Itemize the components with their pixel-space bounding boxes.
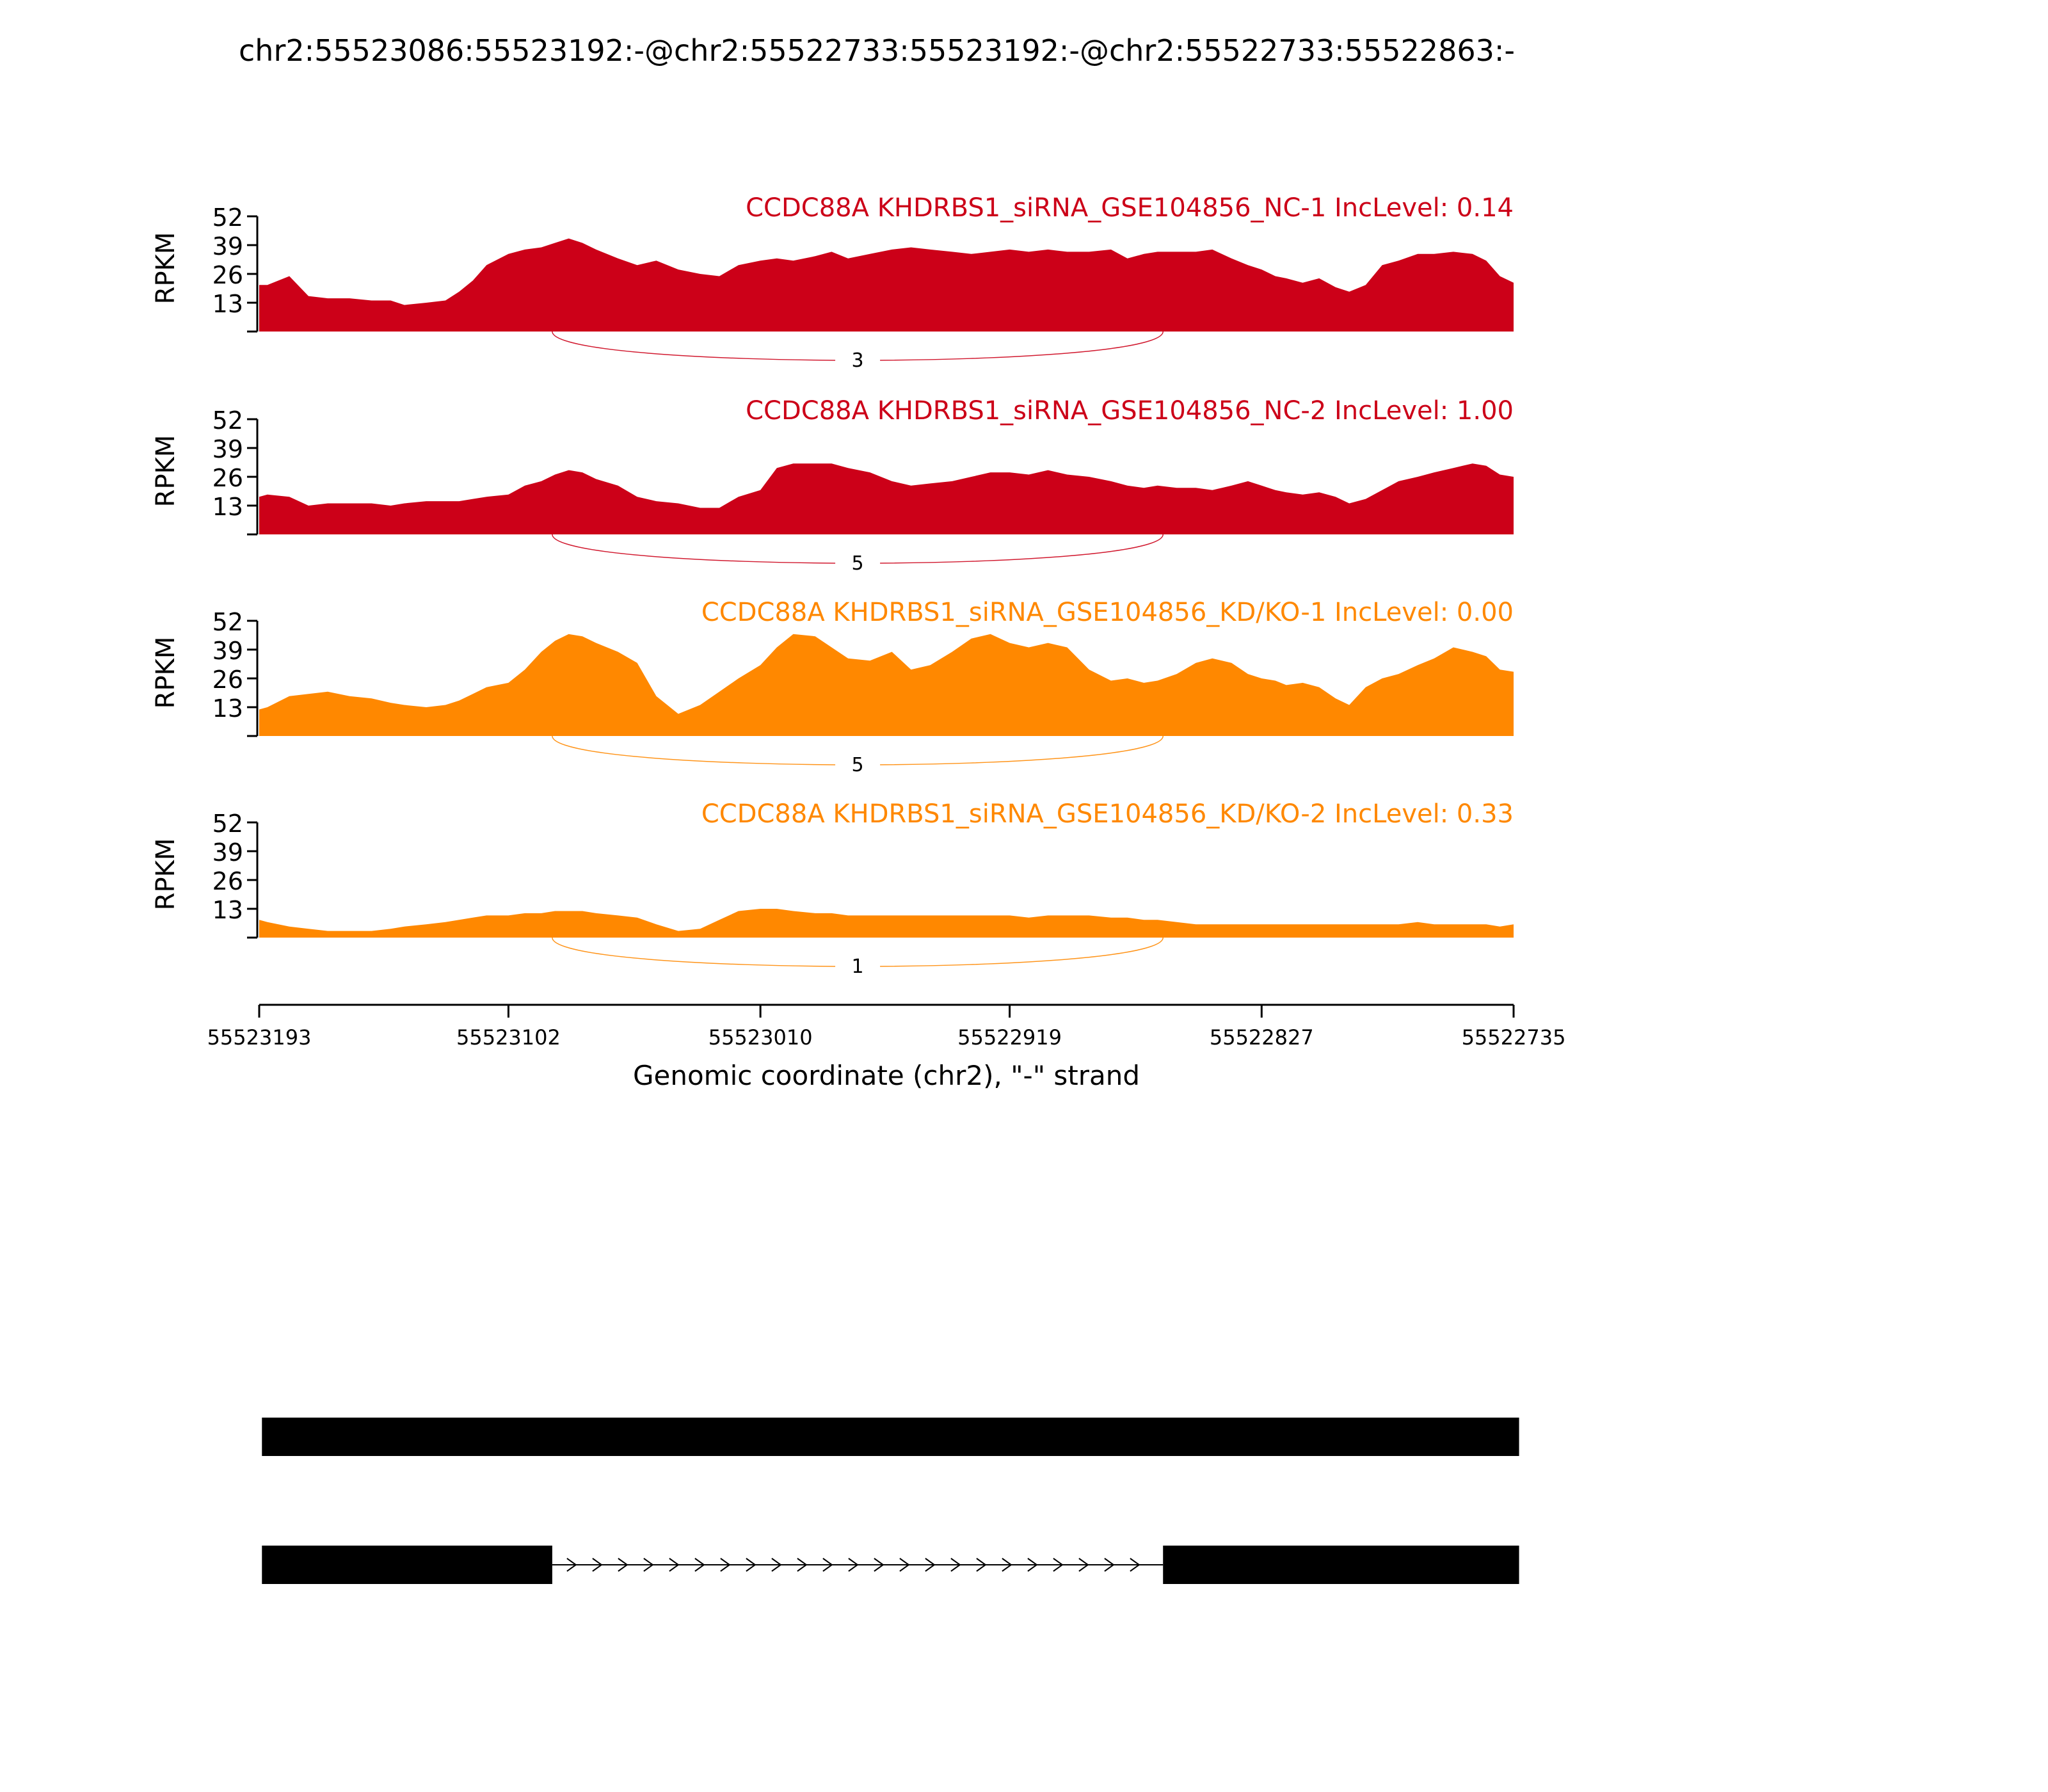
y-tick-label: 26 — [212, 666, 243, 694]
transcript — [262, 1546, 1519, 1584]
y-tick-label: 39 — [212, 435, 243, 463]
x-axis-label: Genomic coordinate (chr2), "-" strand — [632, 1060, 1140, 1091]
series-label: CCDC88A KHDRBS1_siRNA_GSE104856_NC-2 IncLevel: 1.00 — [746, 396, 1514, 426]
coverage-panel — [151, 396, 1514, 577]
y-tick-label: 13 — [212, 694, 243, 723]
gene-model — [262, 1418, 1519, 1584]
y-tick-label: 13 — [212, 290, 243, 318]
junction-count-label: 1 — [851, 956, 864, 978]
coverage-area — [259, 634, 1514, 736]
x-axis — [207, 1005, 1566, 1091]
junction-count-label: 3 — [851, 349, 864, 372]
y-axis-label: RPKM — [151, 435, 180, 508]
exon-block — [262, 1418, 1519, 1456]
y-axis-label: RPKM — [151, 636, 180, 709]
y-tick-label: 52 — [212, 406, 243, 435]
coverage-panel — [151, 799, 1514, 980]
coverage-panels — [151, 193, 1514, 980]
y-tick-label: 13 — [212, 896, 243, 924]
series-label: CCDC88A KHDRBS1_siRNA_GSE104856_KD/KO-1 IncLevel: 0.00 — [701, 598, 1514, 627]
y-tick-label: 52 — [212, 810, 243, 838]
x-tick-label: 55522735 — [1461, 1025, 1566, 1050]
exon-block — [1163, 1546, 1519, 1584]
transcript — [262, 1418, 1519, 1456]
series-label: CCDC88A KHDRBS1_siRNA_GSE104856_NC-1 IncLevel: 0.14 — [746, 193, 1514, 223]
series-label: CCDC88A KHDRBS1_siRNA_GSE104856_KD/KO-2 IncLevel: 0.33 — [701, 799, 1514, 829]
y-tick-label: 39 — [212, 637, 243, 665]
coverage-panel — [151, 193, 1514, 374]
figure-title: chr2:55523086:55523192:-@chr2:55522733:55523192:-@chr2:55522733:55522863:- — [239, 33, 1515, 68]
coverage-panel — [151, 598, 1514, 778]
coverage-area — [259, 463, 1514, 534]
y-tick-label: 13 — [212, 493, 243, 521]
y-axis-label: RPKM — [151, 838, 180, 911]
y-tick-label: 52 — [212, 608, 243, 636]
x-tick-label: 55523193 — [207, 1025, 312, 1050]
x-tick-label: 55523102 — [456, 1025, 561, 1050]
y-tick-label: 52 — [212, 204, 243, 232]
junction-count-label: 5 — [851, 552, 864, 575]
junction-count-label: 5 — [851, 754, 864, 776]
x-tick-label: 55522827 — [1209, 1025, 1314, 1050]
y-tick-label: 26 — [212, 464, 243, 492]
y-tick-label: 26 — [212, 261, 243, 289]
coverage-area — [259, 239, 1514, 332]
x-tick-label: 55523010 — [708, 1025, 813, 1050]
y-tick-label: 39 — [212, 838, 243, 867]
y-tick-label: 26 — [212, 867, 243, 895]
y-tick-label: 39 — [212, 232, 243, 260]
exon-block — [262, 1546, 552, 1584]
x-tick-label: 55522919 — [957, 1025, 1062, 1050]
y-axis-label: RPKM — [151, 232, 180, 305]
coverage-area — [259, 909, 1514, 938]
